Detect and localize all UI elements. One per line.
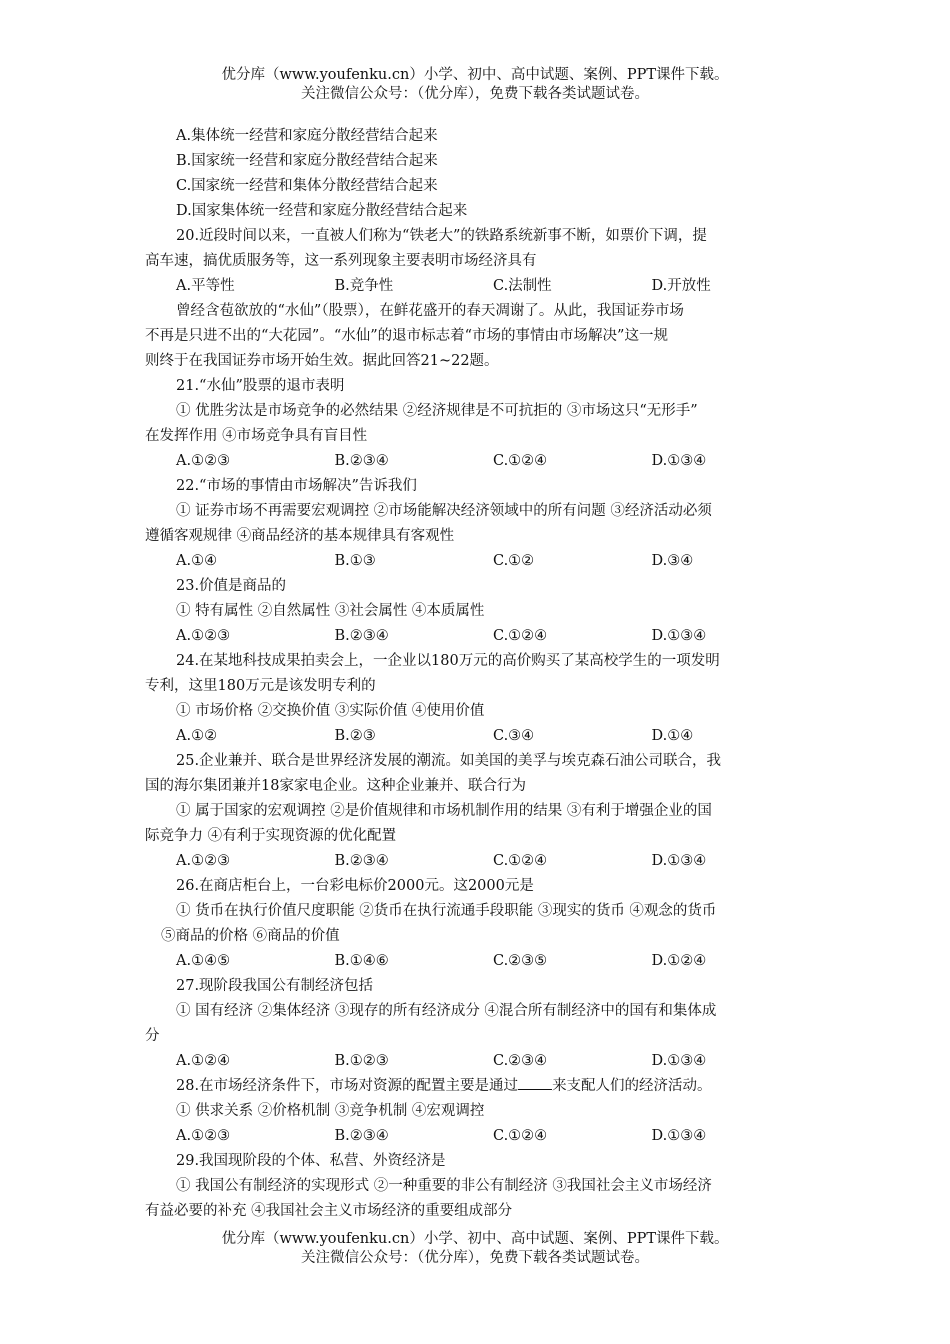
q23-options	[145, 624, 810, 649]
q28-options	[145, 1124, 810, 1149]
q25-items-line-1: ① 属于国家的宏观调控 ②是价值规律和市场机制作用的结果 ③有利于增强企业的国	[176, 803, 712, 819]
q21-items-line-1: ① 优胜劣汰是市场竞争的必然结果 ②经济规律是不可抗拒的 ③市场这只“无形手”	[176, 403, 698, 419]
page-footer	[0, 1230, 950, 1268]
q24-option-c: C.③④	[493, 728, 535, 744]
q21-option-c: C.①②④	[493, 453, 548, 469]
q21-option-a: A.①②③	[176, 453, 231, 469]
q24-option-b: B.②③	[334, 728, 376, 744]
q27-option-c: C.②③④	[493, 1053, 548, 1069]
q29-items-line-2: 有益必要的补充 ④我国社会主义市场经济的重要组成部分	[145, 1203, 513, 1219]
q28-stem	[145, 1074, 810, 1099]
q21-options	[145, 449, 810, 474]
q28-fill-blank	[518, 1074, 552, 1090]
q23-option-b: B.②③④	[334, 628, 389, 644]
q28-items: ① 供求关系 ②价格机制 ③竞争机制 ④宏观调控	[176, 1103, 485, 1119]
q20-option-c: C.法制性	[493, 278, 552, 294]
footer-line-2: 关注微信公众号：（优分库），免费下载各类试题试卷。	[301, 1250, 649, 1266]
q19-option-a: A.集体统一经营和家庭分散经营结合起来	[176, 128, 438, 144]
q23-items: ① 特有属性 ②自然属性 ③社会属性 ④本质属性	[176, 603, 485, 619]
q25-stem-line-2: 国的海尔集团兼并18家家电企业。这种企业兼并、联合行为	[145, 778, 526, 794]
q22-items-line-2: 遵循客观规律 ④商品经济的基本规律具有客观性	[145, 528, 455, 544]
q23-stem: 23.价值是商品的	[176, 578, 287, 594]
q21-option-d: D.①③④	[651, 453, 707, 469]
q20-stem-line-2: 高车速，搞优质服务等，这一系列现象主要表明市场经济具有	[145, 253, 537, 269]
q22-stem: 22.“市场的事情由市场解决”告诉我们	[176, 478, 417, 494]
passage-line-2: 不再是只进不出的“大花园”。“水仙”的退市标志着“市场的事情由市场解决”这一规	[145, 328, 668, 344]
q27-items-line-1: ① 国有经济 ②集体经济 ③现存的所有经济成分 ④混合所有制经济中的国有和集体成	[176, 1003, 717, 1019]
q24-items: ① 市场价格 ②交换价值 ③实际价值 ④使用价值	[176, 703, 485, 719]
q27-options	[145, 1049, 810, 1074]
q27-option-a: A.①②④	[176, 1053, 231, 1069]
q21-items-line-2: 在发挥作用 ④市场竞争具有盲目性	[145, 428, 368, 444]
header-line-1: 优分库（www.youfenku.cn）小学、初中、高中试题、案例、PPT课件下载。	[221, 67, 729, 83]
footer-line-1: 优分库（www.youfenku.cn）小学、初中、高中试题、案例、PPT课件下载。	[221, 1231, 729, 1247]
q20-stem-line-1: 20.近段时间以来，一直被人们称为“铁老大”的铁路系统新事不断，如票价下调，提	[176, 228, 707, 244]
q26-option-d: D.①②④	[651, 953, 707, 969]
q24-option-d: D.①④	[651, 728, 694, 744]
q26-option-b: B.①④⑥	[334, 953, 389, 969]
q24-stem-line-2: 专利，这里180万元是该发明专利的	[145, 678, 376, 694]
q22-items-line-1: ① 证券市场不再需要宏观调控 ②市场能解决经济领域中的所有问题 ③经济活动必须	[176, 503, 712, 519]
q19-option-d: D.国家集体统一经营和家庭分散经营结合起来	[176, 203, 468, 219]
q28-option-a: A.①②③	[176, 1128, 231, 1144]
q20-option-b: B.竞争性	[334, 278, 394, 294]
q26-option-c: C.②③⑤	[493, 953, 548, 969]
q26-options	[145, 949, 810, 974]
q20-options	[145, 274, 810, 299]
q26-items-line-2: ⑤商品的价格 ⑥商品的价值	[161, 928, 340, 944]
q22-option-c: C.①②	[493, 553, 535, 569]
q25-option-d: D.①③④	[651, 853, 707, 869]
q25-items-line-2: 际竞争力 ④有利于实现资源的优化配置	[145, 828, 397, 844]
q24-stem-line-1: 24.在某地科技成果拍卖会上，一企业以180万元的高价购买了某高校学生的一项发明	[176, 653, 720, 669]
q21-option-b: B.②③④	[334, 453, 389, 469]
q22-option-b: B.①③	[334, 553, 376, 569]
q28-stem-part-b: 来支配人们的经济活动。	[552, 1078, 712, 1094]
q25-option-a: A.①②③	[176, 853, 231, 869]
q28-option-c: C.①②④	[493, 1128, 548, 1144]
page-header	[0, 66, 950, 104]
q25-stem-line-1: 25.企业兼并、联合是世界经济发展的潮流。如美国的美孚与埃克森石油公司联合，我	[176, 753, 722, 769]
q27-option-d: D.①③④	[651, 1053, 707, 1069]
q23-option-d: D.①③④	[651, 628, 707, 644]
q25-options	[145, 849, 810, 874]
passage-line-1: 曾经含苞欲放的“水仙”（股票），在鲜花盛开的春天凋谢了。从此，我国证券市场	[176, 303, 684, 319]
q27-stem: 27.现阶段我国公有制经济包括	[176, 978, 374, 994]
q26-items-line-1: ① 货币在执行价值尺度职能 ②货币在执行流通手段职能 ③现实的货币 ④观念的货币	[176, 903, 717, 919]
q19-option-c: C.国家统一经营和集体分散经营结合起来	[176, 178, 438, 194]
q29-stem: 29.我国现阶段的个体、私营、外资经济是	[176, 1153, 446, 1169]
passage-line-3: 则终于在我国证券市场开始生效。据此回答21~22题。	[145, 353, 499, 369]
q20-option-d: D.开放性	[651, 278, 711, 294]
q23-option-a: A.①②③	[176, 628, 231, 644]
q20-option-a: A.平等性	[176, 278, 235, 294]
q29-items-line-1: ① 我国公有制经济的实现形式 ②一种重要的非公有制经济 ③我国社会主义市场经济	[176, 1178, 712, 1194]
q24-option-a: A.①②	[176, 728, 218, 744]
q27-items-line-2: 分	[145, 1028, 160, 1044]
q25-option-b: B.②③④	[334, 853, 389, 869]
exam-content	[145, 124, 810, 1224]
q28-stem-part-a: 28.在市场经济条件下，市场对资源的配置主要是通过	[176, 1078, 519, 1094]
q19-option-b: B.国家统一经营和家庭分散经营结合起来	[176, 153, 438, 169]
q28-option-d: D.①③④	[651, 1128, 707, 1144]
q24-options	[145, 724, 810, 749]
q26-option-a: A.①④⑤	[176, 953, 231, 969]
q22-option-d: D.③④	[651, 553, 694, 569]
q28-option-b: B.②③④	[334, 1128, 389, 1144]
q22-option-a: A.①④	[176, 553, 218, 569]
q21-stem: 21.“水仙”股票的退市表明	[176, 378, 345, 394]
header-line-2: 关注微信公众号：（优分库），免费下载各类试题试卷。	[301, 86, 649, 102]
q22-options	[145, 549, 810, 574]
q26-stem: 26.在商店柜台上，一台彩电标价2000元。这2000元是	[176, 878, 534, 894]
q23-option-c: C.①②④	[493, 628, 548, 644]
q25-option-c: C.①②④	[493, 853, 548, 869]
q27-option-b: B.①②③	[334, 1053, 389, 1069]
